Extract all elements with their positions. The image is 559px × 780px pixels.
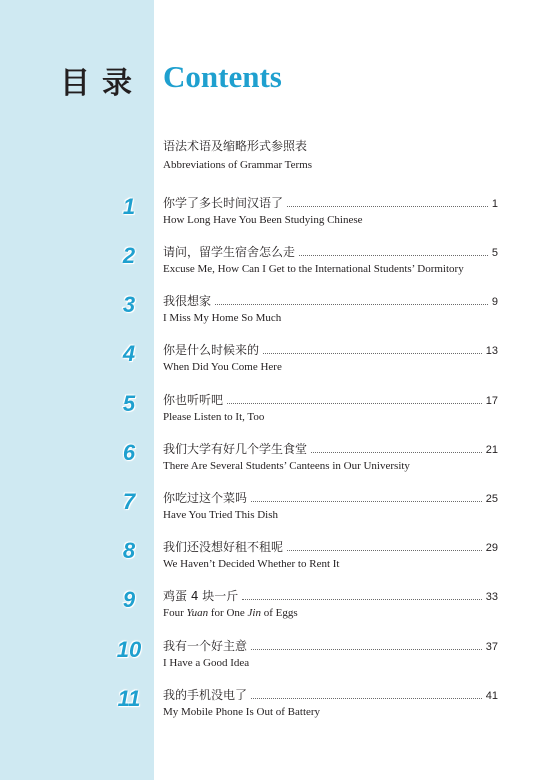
lesson-title-english: I Have a Good Idea: [163, 657, 250, 669]
lesson-number: 10: [116, 637, 142, 662]
toc-line: [163, 587, 498, 603]
lesson-number: 9: [122, 587, 136, 612]
lesson-title-english: Have You Tried This Dish: [163, 509, 279, 521]
lesson-number: 11: [117, 686, 141, 711]
toc-line: [163, 243, 498, 259]
lesson-number: 7: [122, 489, 136, 514]
lesson-number: 8: [122, 538, 136, 563]
toc-entry-lesson-4[interactable]: [0, 341, 559, 385]
page-number: 13: [485, 345, 498, 357]
toc-line: [163, 489, 498, 505]
page-number: 37: [485, 641, 498, 653]
lesson-number: 3: [122, 292, 136, 317]
toc-entry-lesson-10[interactable]: [0, 637, 559, 681]
page-number: 41: [485, 690, 498, 702]
dot-leader: [215, 295, 488, 305]
lesson-number: 5: [122, 391, 136, 416]
toc-entry-lesson-6[interactable]: [0, 440, 559, 484]
toc-line: [163, 391, 498, 407]
lesson-title-chinese: 你也听听吧: [163, 393, 224, 407]
lesson-title-english: There Are Several Students’ Canteens in Our University: [163, 460, 410, 472]
toc-line: [163, 194, 498, 210]
lesson-title-english: When Did You Come Here: [163, 361, 282, 373]
dot-leader: [311, 443, 482, 453]
toc-line: [163, 538, 498, 554]
toc-line: [163, 440, 498, 456]
lesson-title-english: Excuse Me, How Can I Get to the International Students’ Dormitory: [163, 263, 464, 275]
lesson-number: 6: [122, 440, 136, 465]
toc-line: [163, 637, 498, 653]
page-number: 21: [485, 444, 498, 456]
toc-entry-lesson-7[interactable]: [0, 489, 559, 533]
dot-leader: [242, 590, 481, 600]
dot-leader: [287, 541, 482, 551]
dot-leader: [287, 197, 488, 207]
lesson-title-english: Four Yuan for One Jin of Eggs: [163, 607, 298, 619]
lesson-title-english: I Miss My Home So Much: [163, 312, 282, 324]
lesson-title-chinese: 我有一个好主意: [163, 639, 248, 653]
toc-entry-lesson-2[interactable]: [0, 243, 559, 287]
toc-entry-lesson-5[interactable]: [0, 391, 559, 435]
page-number: 17: [485, 395, 498, 407]
lesson-title-english: My Mobile Phone Is Out of Battery: [163, 706, 321, 718]
lesson-number: 4: [122, 341, 136, 366]
toc-line: [163, 341, 498, 357]
page-number: 9: [491, 296, 498, 308]
page-number: 33: [485, 591, 498, 603]
dot-leader: [251, 492, 482, 502]
abbreviations-title-chinese[interactable]: 语法术语及缩略形式参照表: [163, 139, 308, 153]
lesson-title-chinese: 我们大学有好几个学生食堂: [163, 442, 308, 456]
dot-leader: [299, 246, 488, 256]
toc-entry-lesson-9[interactable]: [0, 587, 559, 631]
dot-leader: [227, 394, 482, 404]
lesson-number: 2: [122, 243, 136, 268]
toc-entry-lesson-11[interactable]: [0, 686, 559, 730]
dot-leader: [251, 640, 482, 650]
toc-line: [163, 686, 498, 702]
lesson-title-chinese: 你吃过这个菜吗: [163, 491, 248, 505]
lesson-title-chinese: 请问，留学生宿舍怎么走: [163, 245, 296, 259]
page-number: 5: [491, 247, 498, 259]
lesson-title-chinese: 我的手机没电了: [163, 688, 248, 702]
lesson-number: 1: [122, 194, 136, 219]
lesson-title-chinese: 鸡蛋 4 块一斤: [163, 589, 239, 603]
toc-entry-lesson-8[interactable]: [0, 538, 559, 582]
lesson-title-chinese: 我很想家: [163, 294, 212, 308]
dot-leader: [263, 344, 482, 354]
lesson-title-chinese: 我们还没想好租不租呢: [163, 540, 284, 554]
page-title-english: Contents: [163, 59, 282, 94]
lesson-title-chinese: 你学了多长时间汉语了: [163, 196, 284, 210]
lesson-title-chinese: 你是什么时候来的: [163, 343, 260, 357]
toc-line: [163, 292, 498, 308]
page-number: 25: [485, 493, 498, 505]
page-number: 29: [485, 542, 498, 554]
toc-entry-lesson-1[interactable]: [0, 194, 559, 238]
abbreviations-title-english[interactable]: Abbreviations of Grammar Terms: [163, 159, 313, 171]
page-number: 1: [491, 198, 498, 210]
page-title-chinese: 目录: [60, 66, 144, 101]
lesson-title-english: How Long Have You Been Studying Chinese: [163, 214, 363, 226]
toc-entry-lesson-3[interactable]: [0, 292, 559, 336]
dot-leader: [251, 689, 482, 699]
lesson-title-english: We Haven’t Decided Whether to Rent It: [163, 558, 340, 570]
lesson-title-english: Please Listen to It, Too: [163, 411, 265, 423]
